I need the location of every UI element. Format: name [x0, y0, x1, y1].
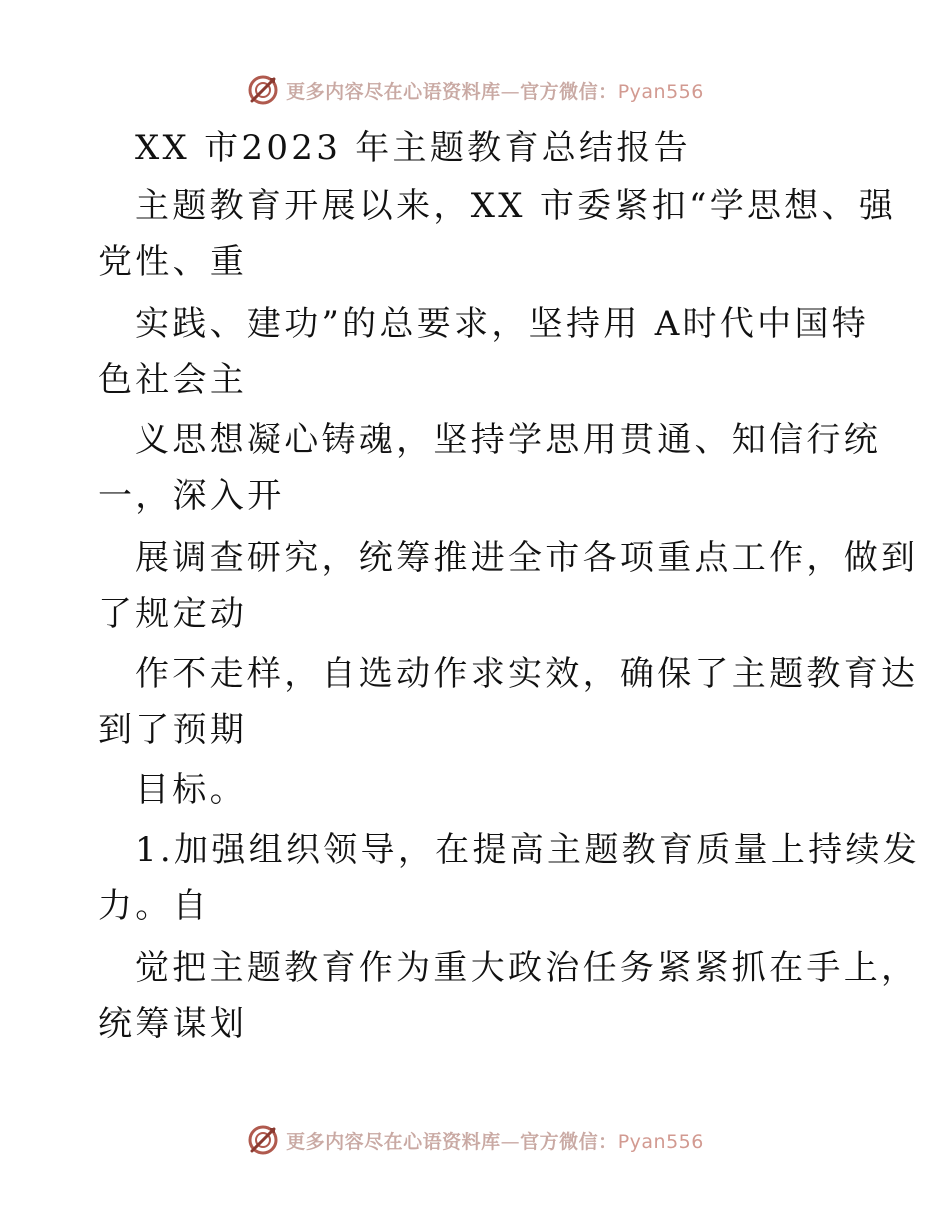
text-line: 主题教育开展以来，XX 市委紧扣“学思想、强 [135, 186, 897, 226]
text-line: 目标。 [135, 770, 247, 810]
text-line: 统筹谋划 [98, 1004, 248, 1044]
text-line: 觉把主题教育作为重大政治任务紧紧抓在手上， [135, 948, 919, 988]
text-line: 一，深入开 [98, 476, 285, 516]
text-line: 实践、建功”的总要求，坚持用 A时代中国特 [135, 304, 870, 344]
logo-icon [246, 1123, 280, 1157]
text-line: 了规定动 [98, 594, 248, 634]
text-line: 1.加强组织领导，在提高主题教育质量上持续发 [135, 830, 921, 870]
footer-watermark [0, 1120, 950, 1160]
text-line: 到了预期 [98, 710, 248, 750]
document-title: XX 市2023 年主题教育总结报告 [135, 128, 691, 168]
text-line: 党性、重 [98, 242, 248, 282]
logo-icon [246, 73, 280, 107]
text-line: 展调查研究，统筹推进全市各项重点工作，做到 [135, 538, 919, 578]
text-line: 义思想凝心铸魂，坚持学思用贯通、知信行统 [135, 420, 881, 460]
header-watermark [0, 70, 950, 110]
text-line: 力。自 [98, 886, 210, 926]
text-line: 色社会主 [98, 360, 248, 400]
watermark-text: 更多内容尽在心语资料库—官方微信：Pyan556 [286, 1130, 704, 1153]
text-line: 作不走样，自选动作求实效，确保了主题教育达 [135, 654, 919, 694]
watermark-text: 更多内容尽在心语资料库—官方微信：Pyan556 [286, 80, 704, 103]
